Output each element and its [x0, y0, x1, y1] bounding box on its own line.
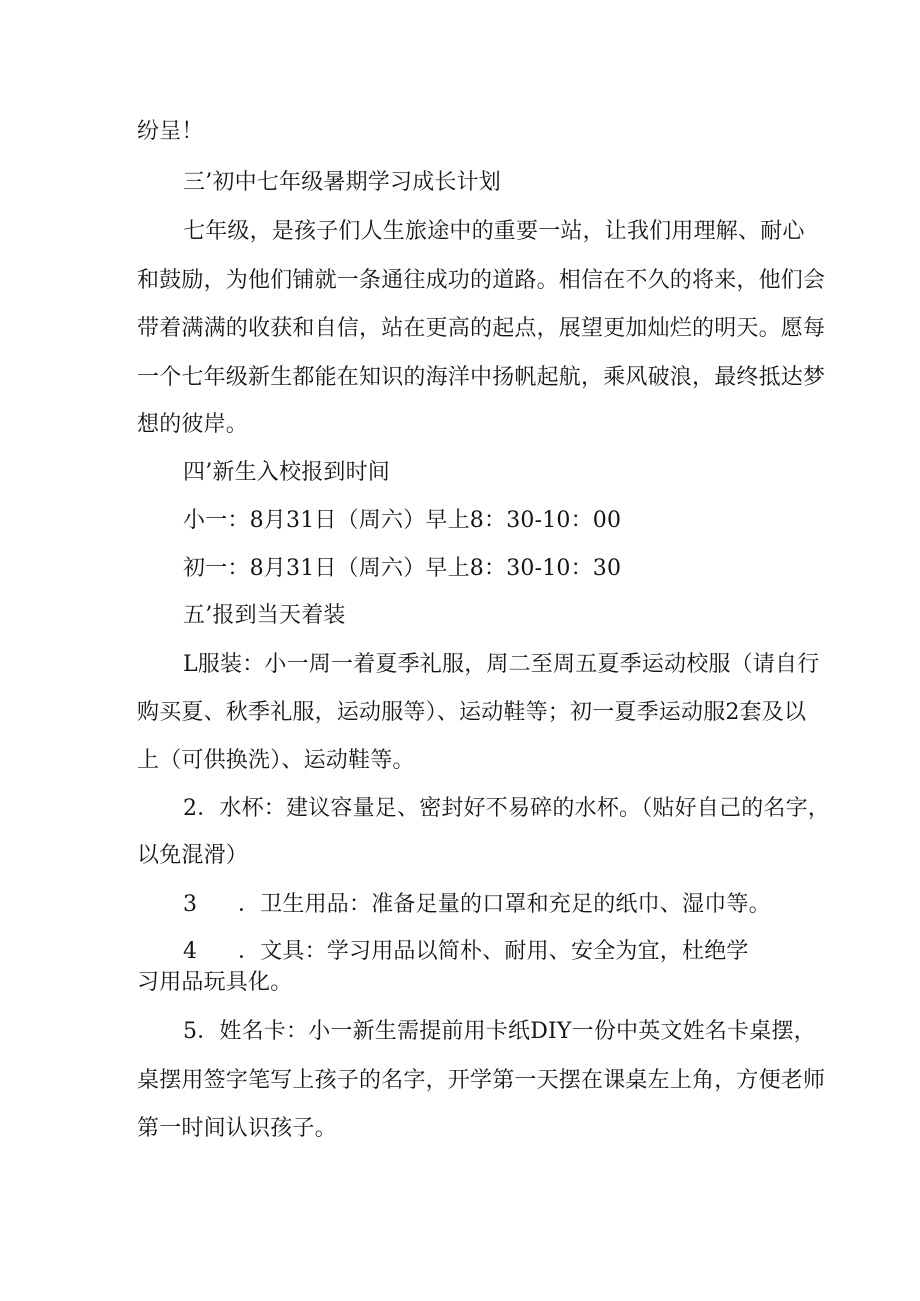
text-line: 购买夏、秋季礼服，运动服等）、运动鞋等；初一夏季运动服2套及以: [137, 700, 807, 725]
text-line: 想的彼岸。: [137, 412, 249, 437]
text-line: 和鼓励，为他们铺就一条通往成功的道路。相信在不久的将来，他们会: [137, 268, 826, 293]
text-line: 上（可供换洗）、运动鞋等。: [137, 748, 415, 773]
text-line: 5．姓名卡：小一新生需提前用卡纸DIY一份中英文姓名卡桌摆，: [183, 1019, 816, 1044]
section-heading: 四’新生入校报到时间: [183, 460, 390, 485]
text-line: 一个七年级新生都能在知识的海洋中扬帆起航，乘风破浪，最终抵达梦: [137, 365, 826, 390]
text-line: 习用品玩具化。: [137, 970, 293, 995]
text-line: 小一：8月31日（周六）早上8：30-10：00: [183, 508, 622, 533]
section-heading: 五’报到当天着装: [183, 603, 346, 628]
text-line: 2．水杯：建议容量足、密封好不易碎的水杯。（贴好自己的名字，: [183, 796, 830, 821]
text-line: 带着满满的收获和自信，站在更高的起点，展望更加灿烂的明天。愿每: [137, 316, 826, 341]
text-line: 初一：8月31日（周六）早上8：30-10：30: [183, 556, 622, 581]
text-line: ．文具：学习用品以简朴、耐用、安全为宜，杜绝学: [238, 939, 749, 964]
text-line: 第一时间认识孩子。: [137, 1116, 337, 1141]
text-line: 七年级，是孩子们人生旅途中的重要一站，让我们用理解、耐心: [183, 219, 805, 244]
text-line: 纷呈！: [137, 119, 204, 144]
text-line: ．卫生用品：准备足量的口罩和充足的纸巾、湿巾等。: [238, 892, 771, 917]
section-heading: 三’初中七年级暑期学习成长计划: [183, 170, 501, 195]
text-line: 以免混滑）: [137, 843, 249, 868]
text-line: L服装：小一周一着夏季礼服，周二至周五夏季运动校服（请自行: [183, 652, 820, 677]
list-number: 3: [183, 892, 198, 917]
text-line: 桌摆用签字笔写上孩子的名字，开学第一天摆在课桌左上角，方便老师: [137, 1068, 826, 1093]
list-number: 4: [183, 939, 198, 964]
